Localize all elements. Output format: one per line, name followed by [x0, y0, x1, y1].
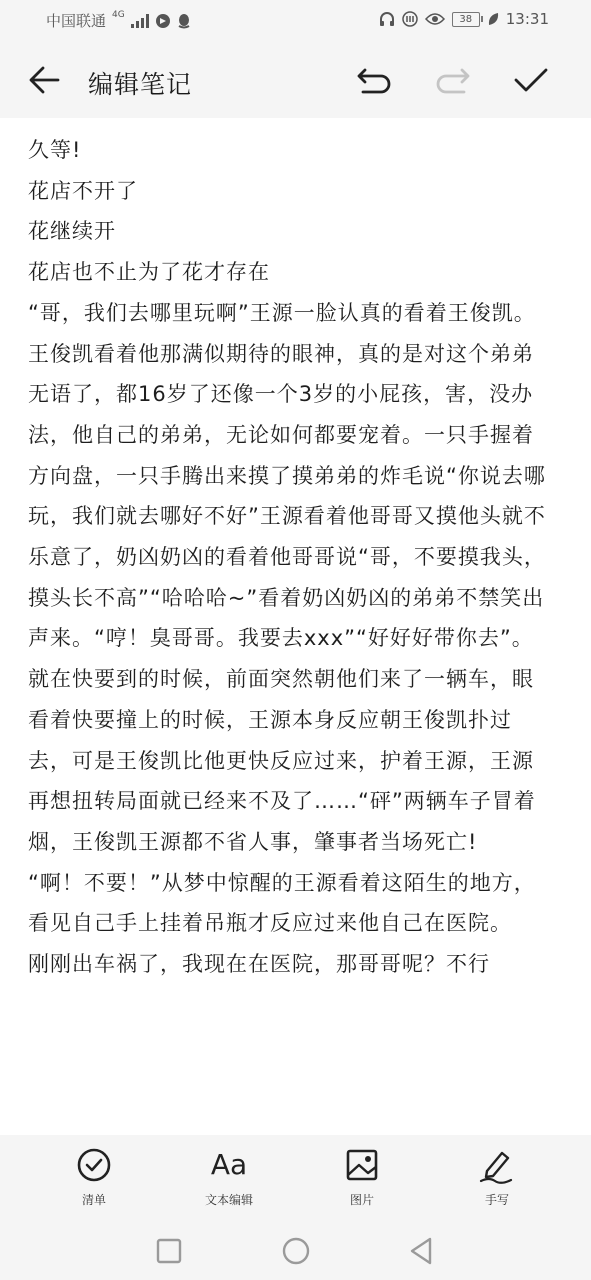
undo-button[interactable]: [355, 62, 393, 98]
clock: 13:31: [505, 10, 549, 28]
battery-level: 38: [459, 13, 473, 25]
triangle-back-icon: [406, 1235, 436, 1267]
battery-icon: [452, 12, 480, 27]
nfc-icon: [402, 11, 418, 27]
redo-icon: [434, 62, 472, 98]
note-paragraph[interactable]: 花店也不止为了花才存在: [28, 260, 270, 285]
system-nav-bar: [0, 1220, 591, 1280]
text-format-icon: Aa: [210, 1148, 248, 1181]
handwriting-label: 手写: [484, 1193, 509, 1207]
status-right: [379, 10, 549, 28]
image-icon: [342, 1145, 382, 1185]
eye-comfort-icon: [425, 12, 445, 26]
text-format-label: 文本编辑: [204, 1193, 253, 1207]
network-type: 4G: [112, 10, 125, 20]
note-paragraph[interactable]: “啊！不要！”从梦中惊醒的王源看着这陌生的地方，看见自己手上挂着吊瓶才反应过来他自己在医院。: [28, 870, 536, 936]
editor-toolbar: [0, 40, 591, 118]
note-paragraph[interactable]: 久等!: [28, 138, 82, 162]
redo-button[interactable]: [434, 62, 472, 98]
headphones-icon: [379, 11, 395, 27]
power-saving-leaf-icon: [487, 12, 499, 26]
qq-icon: [177, 13, 191, 29]
note-paragraph[interactable]: 刚刚出车祸了，我现在在医院，那哥哥呢？不行: [28, 952, 490, 977]
checkmark-icon: [512, 62, 550, 98]
signal-icon: [131, 14, 149, 28]
carrier-name: 中国联通: [46, 12, 107, 30]
note-editor[interactable]: [28, 130, 553, 1133]
checklist-icon: [74, 1145, 114, 1185]
handwriting-icon: [477, 1145, 517, 1185]
app-notification-icon: [155, 13, 171, 29]
back-button[interactable]: [26, 62, 62, 98]
checklist-button[interactable]: [34, 1145, 154, 1208]
circle-icon: [280, 1235, 312, 1267]
home-button[interactable]: [280, 1235, 312, 1267]
image-label: 图片: [349, 1193, 374, 1207]
page-title: 编辑笔记: [88, 70, 193, 99]
note-paragraph[interactable]: “哥，我们去哪里玩啊”王源一脸认真的看着王俊凯。王俊凯看着他那满似期待的眼神，真的是对这个弟弟无语了，都16岁了还像一个3岁的小屁孩，害，没办法，他自己的弟弟，无论如何都要宠着。一只手握着方向盘，一只手腾出来摸了摸弟弟的炸毛说“你说去哪玩，我们就去哪好不好”王源看着他哥哥又摸他头就不乐意了，奶凶奶凶的看着他哥哥说“哥，不要摸我头，摸头长不高”“哈哈哈~”看着奶凶奶凶的弟弟不禁笑出声来。“哼！臭哥哥。我要去xxx”“好好好带你去”。: [28, 300, 546, 651]
note-paragraph[interactable]: 就在快要到的时候，前面突然朝他们来了一辆车，眼看着快要撞上的时候，王源本身反应朝王俊凯扑过去，可是王俊凯比他更快反应过来，护着王源，王源再想扭转局面就已经来不及了……“砰”两辆车子冒着烟，王俊凯王源都不省人事，肇事者当场死亡!: [28, 667, 536, 854]
handwriting-button[interactable]: [437, 1145, 557, 1208]
status-left: [46, 10, 191, 31]
arrow-left-icon: [26, 62, 62, 98]
note-paragraph[interactable]: 花店不开了: [28, 178, 138, 203]
image-button[interactable]: [302, 1145, 422, 1208]
back-nav-button[interactable]: [406, 1235, 436, 1267]
note-paragraph[interactable]: 花继续开: [28, 219, 116, 244]
bottom-toolbar: [0, 1135, 591, 1220]
square-icon: [154, 1236, 184, 1266]
done-button[interactable]: [512, 62, 550, 98]
undo-icon: [355, 62, 393, 98]
checklist-label: 清单: [81, 1193, 106, 1207]
text-format-button[interactable]: [169, 1145, 289, 1208]
status-bar: [0, 0, 591, 40]
recent-apps-button[interactable]: [154, 1236, 184, 1266]
